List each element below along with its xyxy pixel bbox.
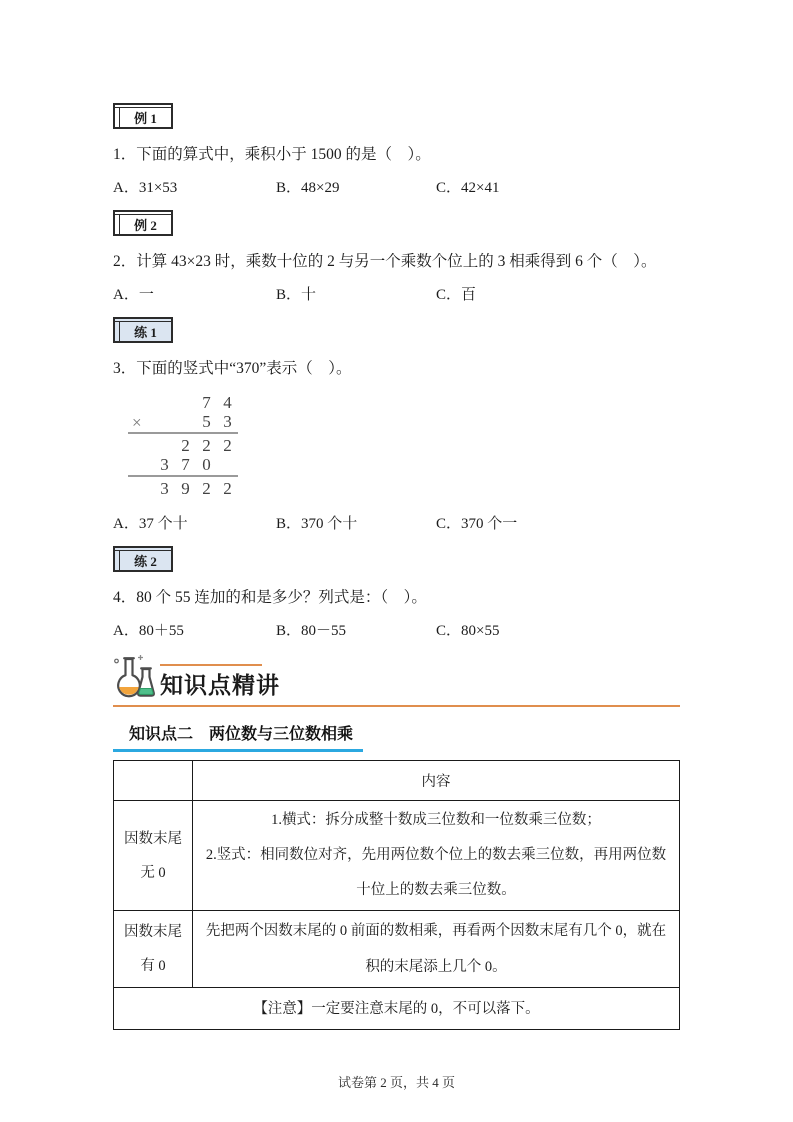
table-row [114, 911, 680, 988]
example-2-label: 例 2 [134, 218, 157, 233]
example-2-tag-box [113, 210, 173, 236]
knowledge-table [113, 760, 680, 1030]
question-4-text: 4．80 个 55 连加的和是多少？列式是：（ ）。 [113, 589, 427, 606]
table-note-row [114, 988, 680, 1030]
section-title: 知识点精讲 [160, 672, 280, 698]
flasks-icon [113, 653, 155, 700]
table-header-content: 内容 [193, 761, 680, 801]
option-a: A．31×53 [113, 180, 178, 196]
vertical-multiplication [128, 393, 238, 498]
page-footer: 试卷第 2 页，共 4 页 [337, 1075, 455, 1090]
partial-product-1-row: 2 2 2 [181, 436, 232, 455]
multiplication-rule-line [128, 432, 238, 434]
partial-product-2-row: 3 7 0 [160, 455, 211, 474]
accent-line-top [160, 664, 262, 666]
row-content-with-trailing-zero: 先把两个因数末尾的 0 前面的数相乘，再看两个因数末尾有几个 0，就在积的末尾添上几个 0。 [193, 911, 680, 988]
knowledge-point-heading: 知识点二 两位数与三位数相乘 [113, 721, 363, 752]
product-row: 3 9 2 2 [160, 479, 232, 498]
multiplicand-row: 7 4 [202, 393, 232, 412]
option-c: C．80×55 [436, 623, 500, 639]
question-2-text: 2．计算 43×23 时，乘数十位的 2 与另一个乘数个位上的 3 相乘得到 6 个（ ）。 [113, 253, 657, 270]
table-header-empty-cell [114, 761, 193, 801]
option-c: C．42×41 [436, 180, 500, 196]
practice-1-label: 练 1 [134, 325, 157, 340]
option-a: A．37 个十 [113, 516, 188, 532]
knowledge-section-header [113, 653, 680, 707]
question-1-text: 1．下面的算式中，乘积小于 1500 的是（ ）。 [113, 146, 431, 163]
option-b: B．80－55 [276, 623, 347, 639]
question-3-text: 3．下面的竖式中“370”表示（ ）。 [113, 360, 352, 377]
table-header-row [114, 761, 680, 801]
option-c: C．百 [436, 287, 477, 303]
option-a: A．80＋55 [113, 623, 184, 639]
row-content-no-trailing-zero: 1.横式：拆分成整十数成三位数和一位数乘三位数； 2.竖式：相同数位对齐，先用两位数个位上的数去乘三位数，再用两位数十位上的数去乘三位数。 [193, 801, 680, 911]
option-b: B．48×29 [276, 180, 340, 196]
example-1-label: 例 1 [134, 111, 157, 126]
option-b: B．370 个十 [276, 516, 358, 532]
multiplication-rule-line [128, 475, 238, 477]
practice-2-label: 练 2 [134, 554, 157, 569]
multiplication-sign: × [132, 413, 142, 432]
question-2-options [113, 285, 680, 305]
practice-1-tag-box [113, 317, 173, 343]
row-label-with-trailing-zero: 因数末尾 有 0 [114, 911, 193, 988]
option-c: C．370 个一 [436, 516, 518, 532]
option-b: B．十 [276, 287, 317, 303]
question-4-options [113, 621, 680, 641]
table-row [114, 801, 680, 911]
option-a: A．一 [113, 287, 154, 303]
row-label-no-trailing-zero: 因数末尾 无 0 [114, 801, 193, 911]
note-text: 【注意】一定要注意末尾的 0，不可以落下。 [114, 988, 680, 1030]
question-3-options [113, 514, 680, 534]
question-1-options [113, 178, 680, 198]
example-1-tag-box [113, 103, 173, 129]
multiplier-row: 5 3 [202, 412, 232, 431]
practice-2-tag-box [113, 546, 173, 572]
